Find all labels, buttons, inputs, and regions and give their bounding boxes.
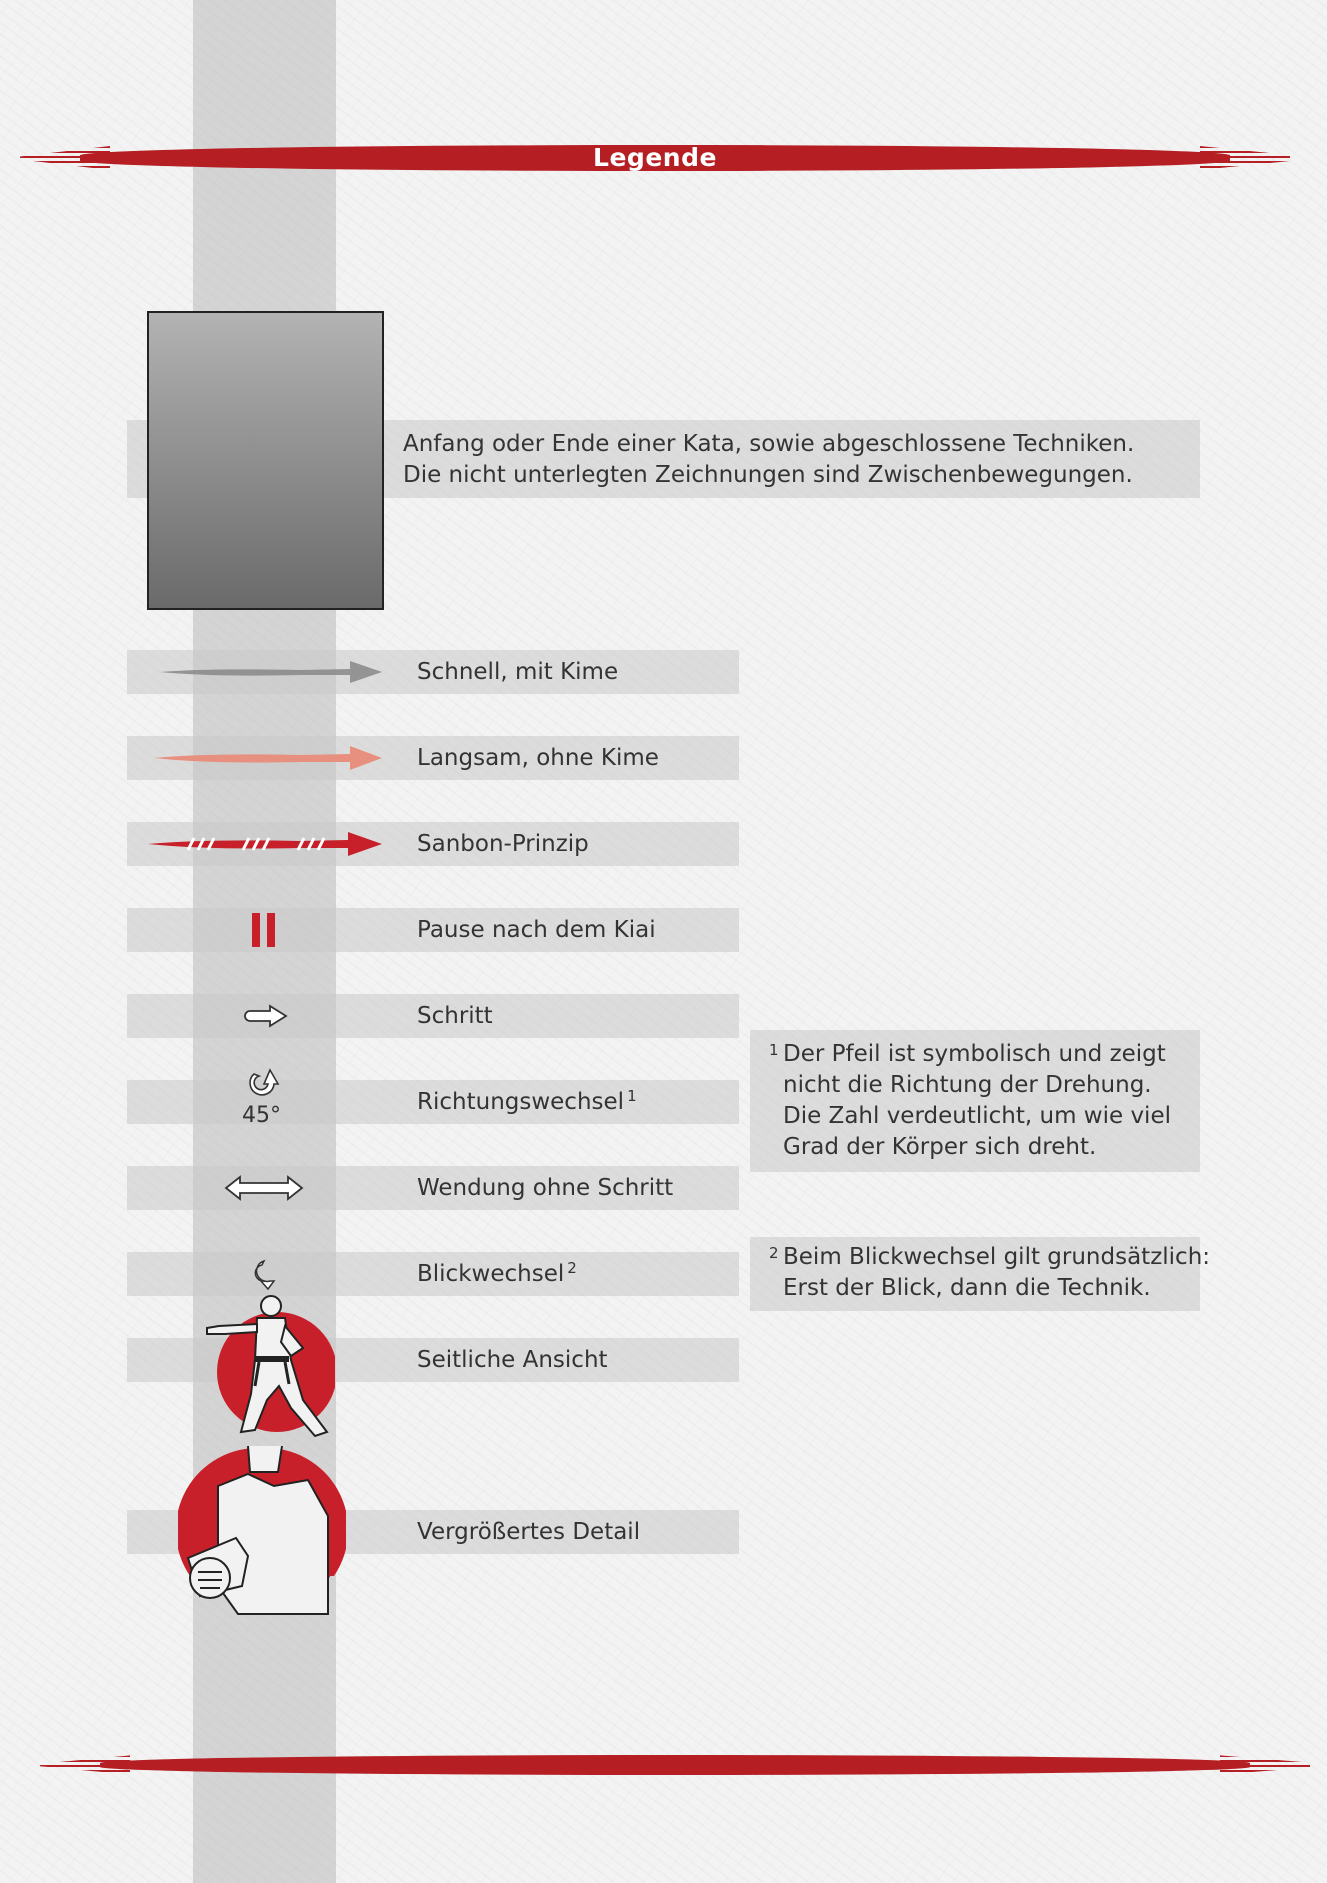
footnote-1-line: Die Zahl verdeutlicht, um wie viel xyxy=(783,1103,1171,1129)
gaze-change-icon xyxy=(248,1257,278,1291)
footnote-1-marker: 1 xyxy=(769,1041,779,1059)
legend-label-gaze xyxy=(417,1260,577,1288)
karateka-side-view-icon xyxy=(195,1290,335,1440)
intro-line-2: Die nicht unterlegten Zeichnungen sind Zwischenbewegungen. xyxy=(403,462,1133,488)
rotate-arrow-icon xyxy=(244,1062,284,1102)
karateka-detail-icon xyxy=(178,1446,346,1616)
footnote-1 xyxy=(769,1039,1171,1163)
page-title: Legende xyxy=(593,143,717,172)
red-striped-arrow-icon xyxy=(148,824,385,864)
legend-label-slow: Langsam, ohne Kime xyxy=(417,745,659,771)
footnote-marker-1: 1 xyxy=(627,1087,637,1105)
footnote-1-line: nicht die Richtung der Drehung. xyxy=(783,1072,1152,1098)
legend-label-sanbon: Sanbon-Prinzip xyxy=(417,831,589,857)
legend-label-side-view: Seitliche Ansicht xyxy=(417,1347,608,1373)
footnote-marker-2: 2 xyxy=(567,1259,577,1277)
footnote-2 xyxy=(769,1242,1211,1304)
legend-label-detail: Vergrößertes Detail xyxy=(417,1519,641,1545)
pause-icon xyxy=(250,911,278,949)
legend-label-direction-change xyxy=(417,1088,637,1116)
footnote-2-line: Erst der Blick, dann die Technik. xyxy=(783,1275,1151,1301)
salmon-arrow-icon xyxy=(150,738,385,778)
start-end-sample-box xyxy=(147,311,384,610)
header-brush xyxy=(80,143,1230,173)
footnote-2-marker: 2 xyxy=(769,1244,779,1262)
footnote-2-line: Beim Blickwechsel gilt grundsätzlich: xyxy=(783,1244,1211,1270)
footer-brush xyxy=(100,1753,1250,1777)
legend-label-fast: Schnell, mit Kime xyxy=(417,659,619,685)
legend-label-step: Schritt xyxy=(417,1003,493,1029)
footnote-1-line: Der Pfeil ist symbolisch und zeigt xyxy=(783,1041,1166,1067)
gray-arrow-icon xyxy=(150,652,385,692)
double-arrow-icon xyxy=(224,1174,304,1202)
intro-line-1: Anfang oder Ende einer Kata, sowie abgeschlossene Techniken. xyxy=(403,431,1135,457)
legend-label-gaze-text: Blickwechsel xyxy=(417,1261,565,1287)
rotation-degree: 45° xyxy=(242,1103,281,1128)
legend-label-pause: Pause nach dem Kiai xyxy=(417,917,656,943)
legend-label-turn: Wendung ohne Schritt xyxy=(417,1175,674,1201)
legend-label-direction-change-text: Richtungswechsel xyxy=(417,1089,625,1115)
step-arrow-icon xyxy=(240,1003,290,1029)
footnote-1-line: Grad der Körper sich dreht. xyxy=(783,1134,1097,1160)
